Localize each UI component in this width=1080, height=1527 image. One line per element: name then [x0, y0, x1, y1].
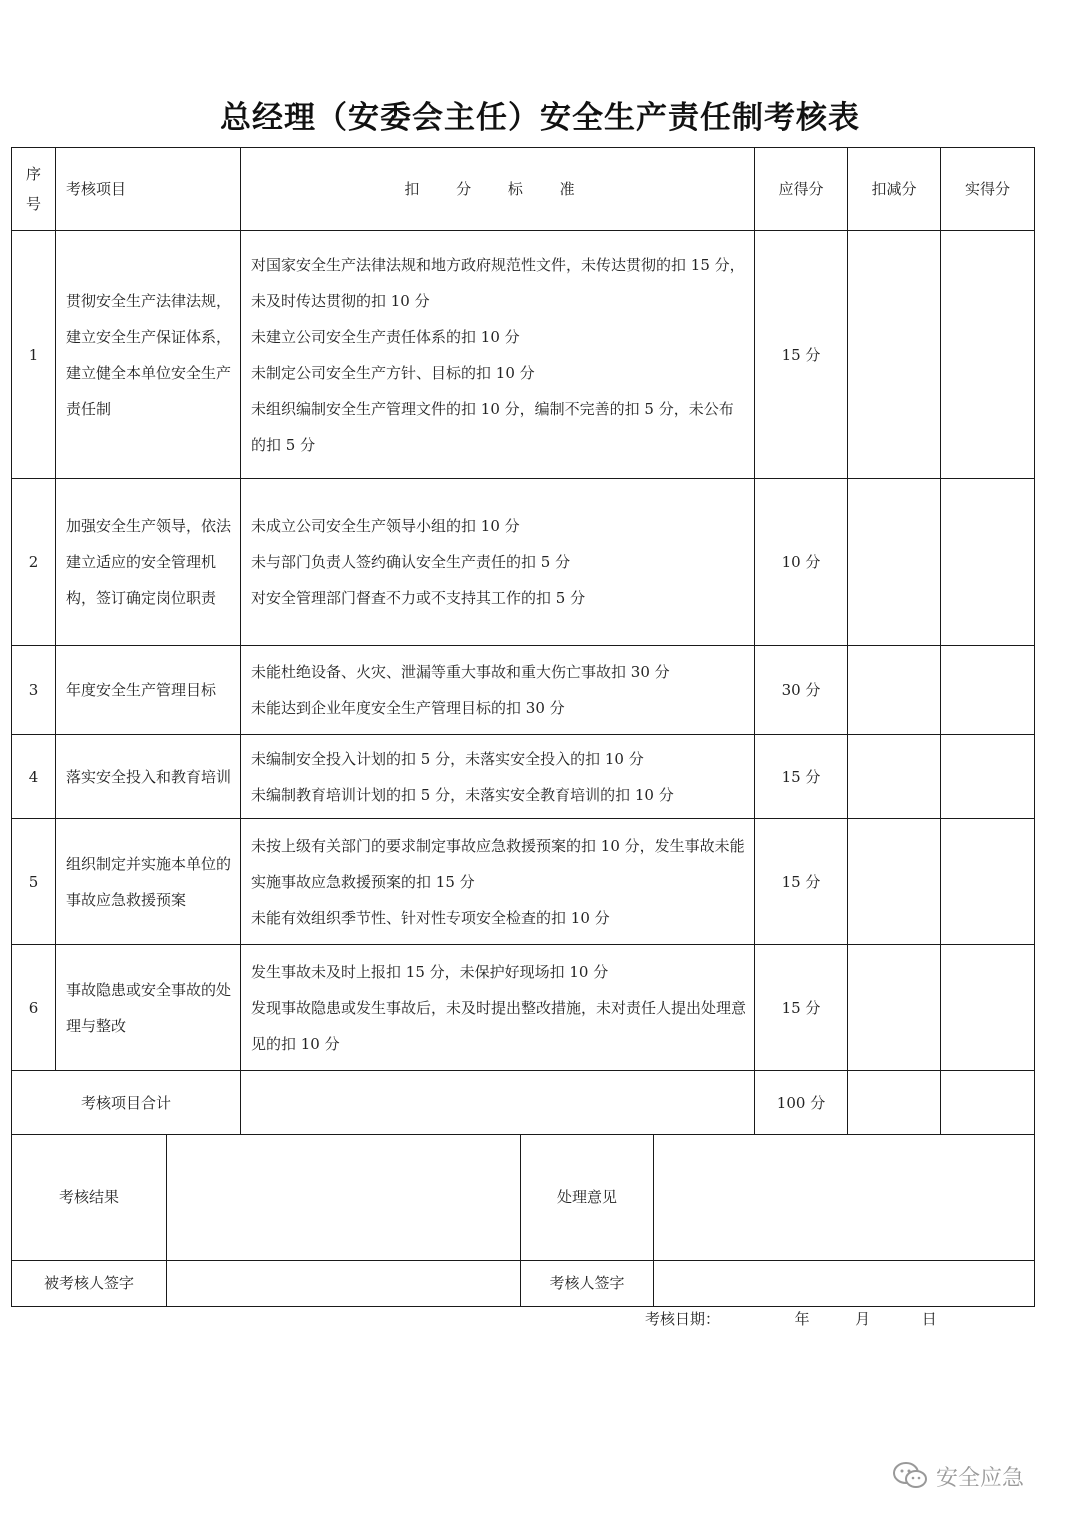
total-due: 100 分: [755, 1071, 848, 1135]
assessee-label: 被考核人签字: [12, 1260, 167, 1306]
table-row: [12, 231, 1035, 479]
result-label: 考核结果: [12, 1135, 167, 1260]
row-due: 30 分: [755, 646, 848, 735]
assessor-signature-field[interactable]: [654, 1260, 1035, 1306]
date-month: 月: [855, 1310, 871, 1328]
row-criteria: [241, 231, 755, 479]
total-label: 考核项目合计: [12, 1071, 241, 1135]
criteria-line: 未编制教育培训计划的扣 5 分，未落实安全教育培训的扣 10 分: [251, 785, 674, 804]
header-item: 考核项目: [56, 148, 241, 231]
row-item: 组织制定并实施本单位的事故应急救援预案: [56, 819, 241, 945]
assessor-label: 考核人签字: [521, 1260, 654, 1306]
row-actual[interactable]: [941, 479, 1035, 646]
signature-table: [11, 1135, 1035, 1307]
criteria-line: 未能达到企业年度安全生产管理目标的扣 30 分: [251, 699, 565, 717]
row-actual[interactable]: [941, 735, 1035, 819]
criteria-line: 未能有效组织季节性、针对性专项安全检查的扣 10 分: [251, 908, 610, 927]
total-deduct[interactable]: [848, 1071, 941, 1135]
criteria-line: 未组织编制安全生产管理文件的扣 10 分，编制不完善的扣 5 分，未公布的扣 5 分: [251, 399, 734, 454]
row-item: 贯彻安全生产法律法规，建立安全生产保证体系，建立健全本单位安全生产责任制: [56, 231, 241, 479]
result-row: [12, 1135, 1035, 1260]
opinion-label: 处理意见: [521, 1135, 654, 1260]
result-field[interactable]: [167, 1135, 521, 1260]
criteria-line: 对国家安全生产法律法规和地方政府规范性文件，未传达贯彻的扣 15 分，未及时传达贯彻的扣 10 分: [251, 255, 745, 310]
total-actual[interactable]: [941, 1071, 1035, 1135]
row-no: 3: [12, 646, 56, 735]
header-no: [12, 148, 56, 231]
total-row: [12, 1071, 1035, 1135]
row-item: 事故隐患或安全事故的处理与整改: [56, 945, 241, 1071]
assessment-date: [645, 1308, 937, 1329]
row-item: 加强安全生产领导，依法建立适应的安全管理机构，签订确定岗位职责: [56, 479, 241, 646]
row-due: 15 分: [755, 735, 848, 819]
row-no: 1: [12, 231, 56, 479]
row-due: 15 分: [755, 819, 848, 945]
date-year: 年: [794, 1310, 810, 1328]
table-row: [12, 646, 1035, 735]
row-actual[interactable]: [941, 945, 1035, 1071]
assessee-signature-field[interactable]: [167, 1260, 521, 1306]
criteria-line: 未制定公司安全生产方针、目标的扣 10 分: [251, 363, 535, 382]
watermark-text: 安全应急: [936, 1465, 1025, 1491]
table-row: [12, 735, 1035, 819]
row-deduct[interactable]: [848, 735, 941, 819]
table-row: [12, 945, 1035, 1071]
row-actual[interactable]: [941, 646, 1035, 735]
header-criteria: 扣 分 标 准: [241, 148, 755, 231]
row-actual[interactable]: [941, 231, 1035, 479]
header-deduct: 扣减分: [848, 148, 941, 231]
row-actual[interactable]: [941, 819, 1035, 945]
criteria-line: 未按上级有关部门的要求制定事故应急救援预案的扣 10 分，发生事故未能实施事故应急救援预案的扣 15 分: [251, 836, 745, 891]
header-row: [12, 148, 1035, 231]
table-row: [12, 479, 1035, 646]
row-deduct[interactable]: [848, 479, 941, 646]
date-label: 考核日期：: [645, 1310, 721, 1328]
criteria-line: 未成立公司安全生产领导小组的扣 10 分: [251, 517, 520, 535]
signature-row: [12, 1260, 1035, 1306]
row-no: 6: [12, 945, 56, 1071]
row-item: 年度安全生产管理目标: [56, 646, 241, 735]
wechat-icon: [892, 1460, 928, 1492]
criteria-line: 未与部门负责人签约确认安全生产责任的扣 5 分: [251, 553, 571, 571]
row-due: 15 分: [755, 231, 848, 479]
row-criteria: [241, 945, 755, 1071]
row-due: 10 分: [755, 479, 848, 646]
assessment-table: [11, 147, 1035, 1135]
row-no: 2: [12, 479, 56, 646]
page-title: 总经理（安委会主任）安全生产责任制考核表: [220, 100, 860, 136]
criteria-line: 未编制安全投入计划的扣 5 分，未落实安全投入的扣 10 分: [251, 749, 644, 768]
row-deduct[interactable]: [848, 231, 941, 479]
criteria-line: 对安全管理部门督查不力或不支持其工作的扣 5 分: [251, 589, 586, 607]
total-criteria: [241, 1071, 755, 1135]
criteria-line: 发生事故未及时上报扣 15 分，未保护好现场扣 10 分: [251, 962, 609, 981]
opinion-field[interactable]: [654, 1135, 1035, 1260]
row-deduct[interactable]: [848, 819, 941, 945]
table-row: [12, 819, 1035, 945]
row-item: 落实安全投入和教育培训: [56, 735, 241, 819]
criteria-line: 未能杜绝设备、火灾、泄漏等重大事故和重大伤亡事故扣 30 分: [251, 663, 670, 681]
row-due: 15 分: [755, 945, 848, 1071]
row-no: 4: [12, 735, 56, 819]
watermark: [892, 1460, 1024, 1492]
row-criteria: [241, 479, 755, 646]
row-criteria: [241, 819, 755, 945]
header-actual: 实得分: [941, 148, 1035, 231]
criteria-line: 未建立公司安全生产责任体系的扣 10 分: [251, 327, 520, 346]
header-no-label: 序号: [25, 165, 41, 213]
header-due: 应得分: [755, 148, 848, 231]
row-deduct[interactable]: [848, 945, 941, 1071]
date-day: 日: [921, 1310, 937, 1328]
row-criteria: [241, 646, 755, 735]
criteria-line: 发现事故隐患或发生事故后，未及时提出整改措施，未对责任人提出处理意见的扣 10 分: [251, 998, 747, 1053]
row-deduct[interactable]: [848, 646, 941, 735]
row-criteria: [241, 735, 755, 819]
row-no: 5: [12, 819, 56, 945]
